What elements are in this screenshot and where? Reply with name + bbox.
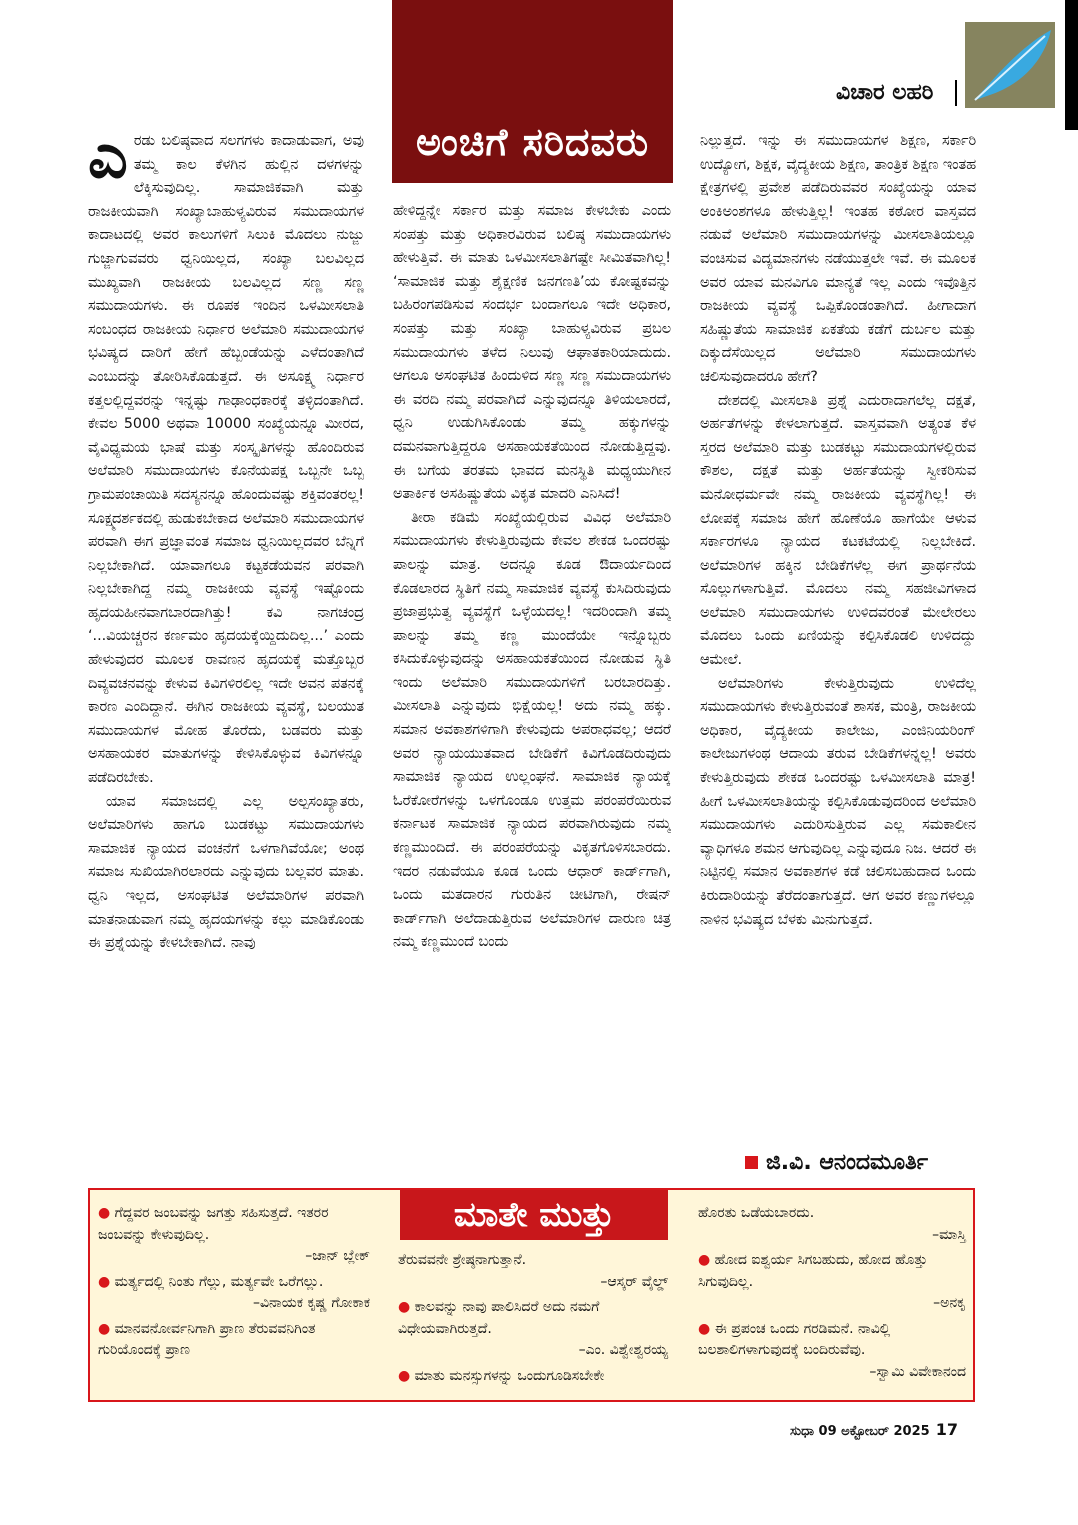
article-title-box	[392, 0, 673, 183]
paragraph: ಅಲೆಮಾರಿಗಳು ಕೇಳುತ್ತಿರುವುದು ಉಳಿದೆಲ್ಲ ಸಮುದಾಯಗಳು ಕೇಳುತ್ತಿರುವಂತೆ ಶಾಸಕ, ಮಂತ್ರಿ, ರಾಜಕೀಯ ಅಧಿಕಾರ, ವೈದ್ಯಕೀಯ ಕಾಲೇಜು, ಎಂಜಿನಿಯರಿಂಗ್ ಕಾಲೇಜುಗಳಂಥ ಆದಾಯ ತರುವ ಬೇಡಿಕೆಗಳನ್ನಲ್ಲ! ಅವರು ಕೇಳುತ್ತಿರುವುದು ಶೇಕಡ ಒಂದರಷ್ಟು ಒಳಮೀಸಲಾತಿ ಮಾತ್ರ! ಹೀಗೆ ಒಳಮೀಸಲಾತಿಯನ್ನು ಕಲ್ಪಿಸಿಕೊಡುವುದರಿಂದ ಅಲೆಮಾರಿ ಸಮುದಾಯಗಳು ಎದುರಿಸುತ್ತಿರುವ ಎಲ್ಲ ಸಮಕಾಲೀನ ವ್ಯಾಧಿಗಳೂ ಶಮನ ಆಗುವುದಿಲ್ಲ ಎನ್ನುವುದೂ ನಿಜ. ಆದರೆ ಈ ನಿಟ್ಟಿನಲ್ಲಿ ಸಮಾನ ಅವಕಾಶಗಳ ಕಡೆ ಚಲಿಸಬಹುದಾದ ಒಂದು ಕಿರುದಾರಿಯನ್ನು ತೆರೆದಂತಾಗುತ್ತದೆ. ಆಗ ಅವರ ಕಣ್ಣುಗಳಲ್ಲೂ ನಾಳಿನ ಭವಿಷ್ಯದ ಬೆಳಕು ಮಿನುಗುತ್ತದೆ.	[700, 675, 976, 928]
quote-source: –ಮಾಸ್ತಿ	[932, 1226, 966, 1243]
paragraph: ತೀರಾ ಕಡಿಮೆ ಸಂಖ್ಯೆಯಲ್ಲಿರುವ ವಿವಿಧ ಅಲೆಮಾರಿ ಸಮುದಾಯಗಳು ಕೇಳುತ್ತಿರುವುದು ಕೇವಲ ಶೇಕಡ ಒಂದರಷ್ಟು ಪಾಲನ್ನು ಮಾತ್ರ. ಅದನ್ನೂ ಕೂಡ ಔದಾರ್ಯದಿಂದ ಕೊಡಲಾರದ ಸ್ಥಿತಿಗೆ ನಮ್ಮ ಸಾಮಾಜಿಕ ವ್ಯವಸ್ಥೆ ಕುಸಿದಿರುವುದು ಪ್ರಜಾಪ್ರಭುತ್ವ ವ್ಯವಸ್ಥೆಗೆ ಒಳ್ಳೆಯದಲ್ಲ! ಇದರಿಂದಾಗಿ ತಮ್ಮ ಪಾಲನ್ನು ತಮ್ಮ ಕಣ್ಣ ಮುಂದೆಯೇ ಇನ್ನೊಬ್ಬರು ಕಸಿದುಕೊಳ್ಳುವುದನ್ನು ಅಸಹಾಯಕತೆಯಿಂದ ನೋಡುವ ಸ್ಥಿತಿ ಇಂದು ಅಲೆಮಾರಿ ಸಮುದಾಯಗಳಿಗೆ ಬರಬಾರದಿತ್ತು. ಮೀಸಲಾತಿ ಎನ್ನುವುದು ಭಿಕ್ಷೆಯಲ್ಲ! ಅದು ನಮ್ಮ ಹಕ್ಕು. ಸಮಾನ ಅವಕಾಶಗಳಿಗಾಗಿ ಕೇಳುವುದು ಅಪರಾಧವಲ್ಲ; ಆದರೆ ಅವರ ನ್ಯಾಯಯುತವಾದ ಬೇಡಿಕೆಗೆ ಕಿವಿಗೊಡದಿರುವುದು ಸಾಮಾಜಿಕ ನ್ಯಾಯದ ಉಲ್ಲಂಘನೆ. ಸಾಮಾಜಿಕ ನ್ಯಾಯಕ್ಕೆ ಓರೆಕೋರೆಗಳನ್ನು ಒಳಗೊಂಡೂ ಉತ್ತಮ ಪರಂಪರೆಯಿರುವ ಕರ್ನಾಟಕ ಸಾಮಾಜಿಕ ನ್ಯಾಯದ ಪರವಾಗಿರುವುದು ನಮ್ಮ ಕಣ್ಣಮುಂದಿದೆ. ಈ ಪರಂಪರೆಯನ್ನು ವಿಕೃತಗೊಳಿಸಬಾರದು. ಇದರ ನಡುವೆಯೂ ಕೂಡ ಒಂದು ಆಧಾರ್ ಕಾರ್ಡ್‌ಗಾಗಿ, ಒಂದು ಮತದಾರನ ಗುರುತಿನ ಚೀಟಿಗಾಗಿ, ರೇಷನ್ ಕಾರ್ಡ್‌ಗಾಗಿ ಅಲೆದಾಡುತ್ತಿರುವ ಅಲೆಮಾರಿಗಳ ದಾರುಣ ಚಿತ್ರ ನಮ್ಮ ಕಣ್ಣಮುಂದೆ ಬಂದು	[393, 509, 671, 951]
edge-bar	[1065, 0, 1078, 130]
quotes-column-3	[698, 1203, 966, 1387]
paragraph: ಯಾವ ಸಮಾಜದಲ್ಲಿ ಎಲ್ಲ ಅಲ್ಪಸಂಖ್ಯಾತರು, ಅಲೆಮಾರಿಗಳು ಹಾಗೂ ಬುಡಕಟ್ಟು ಸಮುದಾಯಗಳು ಸಾಮಾಜಿಕ ನ್ಯಾಯದ ವಂಚನೆಗೆ ಒಳಗಾಗಿವೆಯೋ; ಅಂಥ ಸಮಾಜ ಸುಖಿಯಾಗಿರಲಾರದು ಎನ್ನುವುದು ಬಲ್ಲವರ ಮಾತು. ಧ್ವನಿ ಇಲ್ಲದ, ಅಸಂಘಟಿತ ಅಲೆಮಾರಿಗಳ ಪರವಾಗಿ ಮಾತನಾಡುವಾಗ ನಮ್ಮ ಹೃದಯಗಳನ್ನು ಕಲ್ಲು ಮಾಡಿಕೊಂಡು ಈ ಪ್ರಶ್ನೆಯನ್ನು ಕೇಳಬೇಕಾಗಿದೆ. ನಾವು	[88, 793, 364, 952]
feather-icon	[965, 22, 1055, 108]
quote-item: ತೆರುವವನೇ ಶ್ರೇಷ್ಠನಾಗುತ್ತಾನೆ. –ಆಸ್ಕರ್ ವೈಲ್ಡ್	[398, 1250, 668, 1293]
divider	[955, 80, 957, 106]
page-footer	[790, 1420, 958, 1439]
article-column-2	[393, 200, 671, 1180]
quote-source: –ಸ್ವಾಮಿ ವಿವೇಕಾನಂದ	[869, 1363, 966, 1380]
quote-item: ಹೊರತು ಒಡೆಯಬಾರದು. –ಮಾಸ್ತಿ	[698, 1203, 966, 1246]
drop-cap: ಎ	[88, 130, 128, 192]
author-byline: ಜಿ.ವಿ. ಆನಂದಮೂರ್ತಿ	[745, 1150, 928, 1175]
quote-item: ● ಗೆದ್ದವರ ಜಂಬವನ್ನು ಜಗತ್ತು ಸಹಿಸುತ್ತದೆ. ಇತರರ ಜಂಬವನ್ನು ಕೇಳುವುದಿಲ್ಲ. –ಜಾನ್ ಬ್ಲೇಕ್	[98, 1203, 370, 1268]
quote-item: ● ಮಾತು ಮನಸ್ಸುಗಳನ್ನು ಒಂದುಗೂಡಿಸಬೇಕೇ	[398, 1366, 668, 1388]
magazine-issue: ಸುಧಾ 09 ಅಕ್ಟೋಬರ್ 2025	[790, 1424, 930, 1439]
quote-source: –ವಿನಾಯಕ ಕೃಷ್ಣ ಗೋಕಾಕ	[252, 1295, 370, 1311]
quote-source: –ಆಸ್ಕರ್ ವೈಲ್ಡ್	[600, 1273, 668, 1290]
square-icon	[745, 1156, 758, 1169]
article-title: ಅಂಚಿಗೆ ಸರಿದವರು	[415, 120, 650, 164]
quote-source: –ಎಂ. ವಿಶ್ವೇಶ್ವರಯ್ಯ	[578, 1342, 668, 1358]
quotes-column-1	[98, 1203, 370, 1366]
article-column-1	[88, 130, 364, 1180]
quote-source: –ಜಾನ್ ಬ್ಲೇಕ್	[305, 1248, 370, 1264]
quote-item: ● ಮರ್ತ್ಯದಲ್ಲಿ ನಿಂತು ಗೆಲ್ಲು, ಮರ್ತ್ಯವೇ ಒರೆಗಲ್ಲು. –ವಿನಾಯಕ ಕೃಷ್ಣ ಗೋಕಾಕ	[98, 1272, 370, 1315]
paragraph: ಹೇಳಿದ್ದನ್ನೇ ಸರ್ಕಾರ ಮತ್ತು ಸಮಾಜ ಕೇಳಬೇಕು ಎಂದು ಸಂಪತ್ತು ಮತ್ತು ಅಧಿಕಾರವಿರುವ ಬಲಿಷ್ಠ ಸಮುದಾಯಗಳು ಹೇಳುತ್ತಿವೆ. ಈ ಮಾತು ಒಳಮೀಸಲಾತಿಗಷ್ಟೇ ಸೀಮಿತವಾಗಿಲ್ಲ! ‘ಸಾಮಾಜಿಕ ಮತ್ತು ಶೈಕ್ಷಣಿಕ ಜನಗಣತಿ’ಯ ಕೋಷ್ಟಕವನ್ನು ಬಹಿರಂಗಪಡಿಸುವ ಸಂದರ್ಭ ಬಂದಾಗಲೂ ಇದೇ ಅಧಿಕಾರ, ಸಂಪತ್ತು ಮತ್ತು ಸಂಖ್ಯಾ ಬಾಹುಳ್ಯವಿರುವ ಪ್ರಬಲ ಸಮುದಾಯಗಳು ತಳೆದ ನಿಲುವು ಆಘಾತಕಾರಿಯಾದುದು. ಆಗಲೂ ಅಸಂಘಟಿತ ಹಿಂದುಳಿದ ಸಣ್ಣ ಸಣ್ಣ ಸಮುದಾಯಗಳು ಈ ವರದಿ ನಮ್ಮ ಪರವಾಗಿದೆ ಎನ್ನುವುದನ್ನೂ ತಿಳಿಯಲಾರದೆ, ಧ್ವನಿ ಉಡುಗಿಸಿಕೊಂಡು ತಮ್ಮ ಹಕ್ಕುಗಳನ್ನು ದಮನವಾಗುತ್ತಿದ್ದರೂ ಅಸಹಾಯಕತೆಯಿಂದ ನೋಡುತ್ತಿದ್ದವು. ಈ ಬಗೆಯ ತರತಮ ಭಾವದ ಮನಸ್ಥಿತಿ ಮಧ್ಯಯುಗೀನ ಅತಾರ್ಕಿಕ ಅಸಹಿಷ್ಣುತೆಯ ವಿಕೃತ ಮಾದರಿ ಎನಿಸಿದೆ!	[393, 203, 671, 503]
paragraph: ದೇಶದಲ್ಲಿ ಮೀಸಲಾತಿ ಪ್ರಶ್ನೆ ಎದುರಾದಾಗಲೆಲ್ಲ ದಕ್ಷತೆ, ಅರ್ಹತೆಗಳನ್ನು ಕೇಳಲಾಗುತ್ತದೆ. ವಾಸ್ತವವಾಗಿ ಅತ್ಯಂತ ಕೆಳ ಸ್ತರದ ಅಲೆಮಾರಿ ಮತ್ತು ಬುಡಕಟ್ಟು ಸಮುದಾಯಗಳಲ್ಲಿರುವ ಕೌಶಲ, ದಕ್ಷತೆ ಮತ್ತು ಅರ್ಹತೆಯನ್ನು ಸ್ವೀಕರಿಸುವ ಮನೋಧರ್ಮವೇ ನಮ್ಮ ರಾಜಕೀಯ ವ್ಯವಸ್ಥೆಗಿಲ್ಲ! ಈ ಲೋಪಕ್ಕೆ ಸಮಾಜ ಹೇಗೆ ಹೊಣೆಯೊ ಹಾಗೆಯೇ ಆಳುವ ಸರ್ಕಾರಗಳೂ ನ್ಯಾಯದ ಕಟಕಟೆಯಲ್ಲಿ ನಿಲ್ಲಬೇಕಿದೆ. ಅಲೆಮಾರಿಗಳ ಹಕ್ಕಿನ ಬೇಡಿಕೆಗಳೆಲ್ಲ ಈಗ ಪ್ರಾರ್ಥನೆಯ ಸೊಲ್ಲುಗಳಾಗುತ್ತಿವೆ. ಮೊದಲು ನಮ್ಮ ಸಹಜೀವಿಗಳಾದ ಅಲೆಮಾರಿ ಸಮುದಾಯಗಳು ಉಳಿದವರಂತೆ ಮೇಲೇರಲು ಮೊದಲು ಒಂದು ಏಣಿಯನ್ನು ಕಲ್ಪಿಸಿಕೊಡಲಿ ಉಳಿದದ್ದು ಆಮೇಲೆ.	[700, 392, 976, 669]
paragraph: ಎರಡು ಬಲಿಷ್ಠವಾದ ಸಲಗಗಳು ಕಾದಾಡುವಾಗ, ಅವು ತಮ್ಮ ಕಾಲ ಕೆಳಗಿನ ಹುಲ್ಲಿನ ದಳಗಳನ್ನು ಲೆಕ್ಕಿಸುವುದಿಲ್ಲ. ಸಾಮಾಜಿಕವಾಗಿ ಮತ್ತು ರಾಜಕೀಯವಾಗಿ ಸಂಖ್ಯಾಬಾಹುಳ್ಯವಿರುವ ಸಮುದಾಯಗಳ ಕಾದಾಟದಲ್ಲಿ ಅವರ ಕಾಲುಗಳಿಗೆ ಸಿಲುಕಿ ಮೊದಲು ನುಜ್ಜು ಗುಜ್ಜಾಗುವವರು ಧ್ವನಿಯಿಲ್ಲದ, ಸಂಖ್ಯಾ ಬಲವಿಲ್ಲದ ಮುಖ್ಯವಾಗಿ ರಾಜಕೀಯ ಬಲವಿಲ್ಲದ ಸಣ್ಣ ಸಣ್ಣ ಸಮುದಾಯಗಳು. ಈ ರೂಪಕ ಇಂದಿನ ಒಳಮೀಸಲಾತಿ ಸಂಬಂಧದ ರಾಜಕೀಯ ನಿರ್ಧಾರ ಅಲೆಮಾರಿ ಸಮುದಾಯಗಳ ಭವಿಷ್ಯದ ದಾರಿಗೆ ಹೇಗೆ ಹೆಬ್ಬಂಡೆಯನ್ನು ಎಳೆದಂತಾಗಿದೆ ಎಂಬುದನ್ನು ತೋರಿಸಿಕೊಡುತ್ತದೆ. ಈ ಅಸೂಕ್ಷ್ಮ ನಿರ್ಧಾರ ಕತ್ತಲಲ್ಲಿದ್ದವರನ್ನು ಇನ್ನಷ್ಟು ಗಾಢಾಂಧಕಾರಕ್ಕೆ ತಳ್ಳಿದಂತಾಗಿದೆ. ಕೇವಲ 5000 ಅಥವಾ 10000 ಸಂಖ್ಯೆಯನ್ನೂ ಮೀರದ, ವೈವಿಧ್ಯಮಯ ಭಾಷೆ ಮತ್ತು ಸಂಸ್ಕೃತಿಗಳನ್ನು ಹೊಂದಿರುವ ಅಲೆಮಾರಿ ಸಮುದಾಯಗಳು ಕೊನೆಯಪಕ್ಷ ಒಬ್ಬನೇ ಒಬ್ಬ ಗ್ರಾಮಪಂಚಾಯಿತಿ ಸದಸ್ಯನನ್ನೂ ಹೊಂದುವಷ್ಟು ಶಕ್ತಿವಂತರಲ್ಲ! ಸೂಕ್ಷ್ಮದರ್ಶಕದಲ್ಲಿ ಹುಡುಕಬೇಕಾದ ಅಲೆಮಾರಿ ಸಮುದಾಯಗಳ ಪರವಾಗಿ ಈಗ ಪ್ರಜ್ಞಾವಂತ ಸಮಾಜ ಧ್ವನಿಯಿಲ್ಲದವರ ಬೆನ್ನಿಗೆ ನಿಲ್ಲಬೇಕಾಗಿದೆ. ಯಾವಾಗಲೂ ಕಟ್ಟಕಡೆಯವನ ಪರವಾಗಿ ನಿಲ್ಲಬೇಕಾಗಿದ್ದ ನಮ್ಮ ರಾಜಕೀಯ ವ್ಯವಸ್ಥೆ ಇಷ್ಟೊಂದು ಹೃದಯಹೀನವಾಗಬಾರದಾಗಿತ್ತು! ಕವಿ ನಾಗಚಂದ್ರ ‘...ವಿಯಚ್ಚರನ ಕರ್ಣಮಂ ಹೃದಯಕ್ಕೆಯ್ದಿದುದಿಲ್ಲ...’ ಎಂದು ಹೇಳುವುದರ ಮೂಲಕ ರಾವಣನ ಹೃದಯಕ್ಕೆ ಮತ್ತೊಬ್ಬರ ದಿವ್ಯವಚನವನ್ನು ಕೇಳುವ ಕಿವಿಗಳಿರಲಿಲ್ಲ ಇದೇ ಅವನ ಪತನಕ್ಕೆ ಕಾರಣ ಎಂದಿದ್ದಾನೆ. ಈಗಿನ ರಾಜಕೀಯ ವ್ಯವಸ್ಥೆ, ಬಲಯುತ ಸಮುದಾಯಗಳ ಮೋಹ ತೊರೆದು, ಬಡವರು ಮತ್ತು ಅಸಹಾಯಕರ ಮಾತುಗಳನ್ನು ಕೇಳಿಸಿಕೊಳ್ಳುವ ಕಿವಿಗಳನ್ನೂ ಪಡೆದಿರಬೇಕು.	[88, 130, 364, 787]
quote-item: ● ಹೋದ ಐಶ್ವರ್ಯ ಸಿಗಬಹುದು, ಹೋದ ಹೊತ್ತು ಸಿಗುವುದಿಲ್ಲ. –ಅನಕೃ	[698, 1250, 966, 1315]
quotes-title: ಮಾತೇ ಮುತ್ತು	[400, 1190, 668, 1240]
paragraph: ನಿಲ್ಲುತ್ತದೆ. ಇನ್ನು ಈ ಸಮುದಾಯಗಳ ಶಿಕ್ಷಣ, ಸರ್ಕಾರಿ ಉದ್ಯೋಗ, ಶಿಕ್ಷಕ, ವೈದ್ಯಕೀಯ ಶಿಕ್ಷಣ, ತಾಂತ್ರಿಕ ಶಿಕ್ಷಣ ಇಂತಹ ಕ್ಷೇತ್ರಗಳಲ್ಲಿ ಪ್ರವೇಶ ಪಡೆದಿರುವವರ ಸಂಖ್ಯೆಯನ್ನು ಯಾವ ಅಂಕಿಅಂಶಗಳೂ ಹೇಳುತ್ತಿಲ್ಲ! ಇಂತಹ ಕಠೋರ ವಾಸ್ತವದ ನಡುವೆ ಅಲೆಮಾರಿ ಸಮುದಾಯಗಳನ್ನು ಮೀಸಲಾತಿಯಲ್ಲೂ ವಂಚಿಸುವ ವಿದ್ಯಮಾನಗಳು ನಡೆಯುತ್ತಲೇ ಇವೆ. ಈ ಮೂಲಕ ಅವರ ಯಾವ ಮನವಿಗೂ ಮಾನ್ಯತೆ ಇಲ್ಲ ಎಂದು ಇವೊತ್ತಿನ ರಾಜಕೀಯ ವ್ಯವಸ್ಥೆ ಒಪ್ಪಿಕೊಂಡಂತಾಗಿದೆ. ಹೀಗಾದಾಗ ಸಹಿಷ್ಣುತೆಯ ಸಾಮಾಜಿಕ ಏಕತೆಯ ಕಡೆಗೆ ದುರ್ಬಲ ಮತ್ತು ದಿಕ್ಕುದೆಸೆಯಿಲ್ಲದ ಅಲೆಮಾರಿ ಸಮುದಾಯಗಳು ಚಲಿಸುವುದಾದರೂ ಹೇಗೆ?	[700, 133, 976, 385]
quotes-column-2	[398, 1250, 668, 1391]
quote-item: ● ಕಾಲವನ್ನು ನಾವು ಪಾಲಿಸಿದರೆ ಅದು ನಮಗೆ ವಿಧೇಯವಾಗಿರುತ್ತದೆ. –ಎಂ. ವಿಶ್ವೇಶ್ವರಯ್ಯ	[398, 1297, 668, 1362]
page-number: 17	[935, 1420, 958, 1439]
quote-item: ● ಮಾನವನೋರ್ವನಿಗಾಗಿ ಪ್ರಾಣ ತೆರುವವನಿಗಿಂತ ಗುರಿಯೊಂದಕ್ಕೆ ಪ್ರಾಣ	[98, 1319, 370, 1362]
article-column-3	[700, 130, 976, 1120]
quote-source: –ಅನಕೃ	[933, 1295, 966, 1311]
quote-item: ● ಈ ಪ್ರಪಂಚ ಒಂದು ಗರಡಿಮನೆ. ನಾವಿಲ್ಲಿ ಬಲಶಾಲಿಗಳಾಗುವುದಕ್ಕೆ ಬಂದಿರುವೆವು. –ಸ್ವಾಮಿ ವಿವೇಕಾನಂದ	[698, 1319, 966, 1384]
section-label: ವಿಚಾರ ಲಹರಿ	[836, 80, 934, 105]
